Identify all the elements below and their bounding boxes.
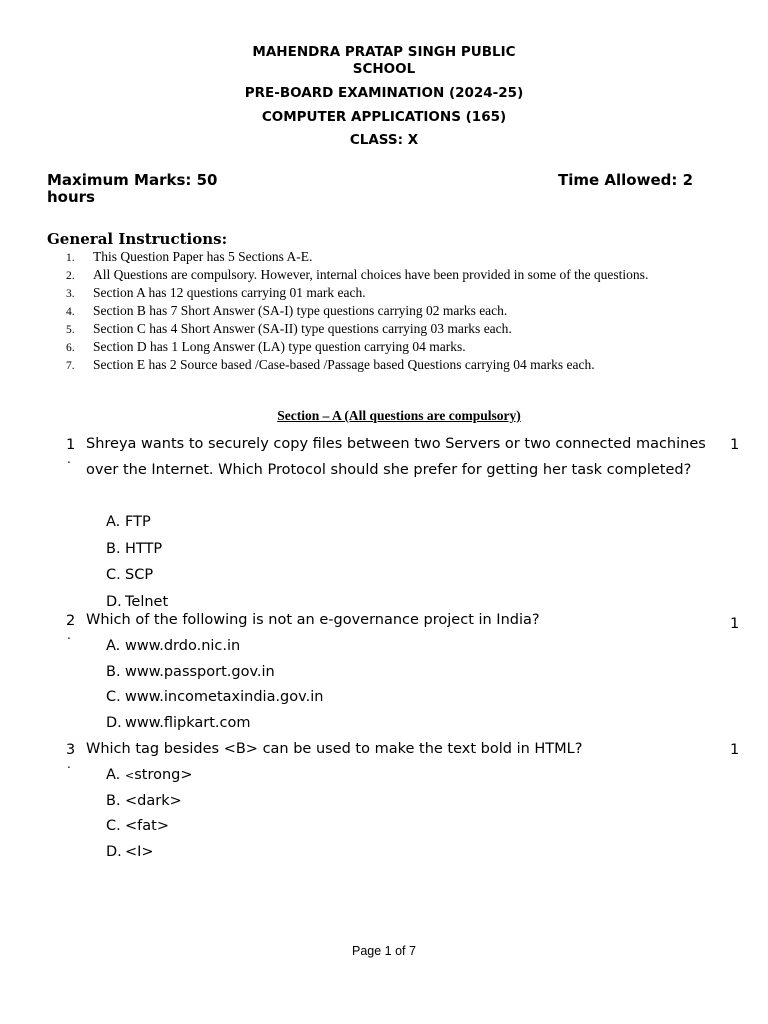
school-name-line1: MAHENDRA PRATAP SINGH PUBLIC <box>252 44 516 60</box>
option-item: C. www.incometaxindia.gov.in <box>106 689 324 705</box>
time-allowed-wrap: hours <box>47 188 95 206</box>
page-number-footer: Page 1 of 7 <box>352 944 416 958</box>
option-item: C. <fat> <box>106 818 169 834</box>
question-number-dot: . <box>67 452 71 466</box>
general-instructions-title: General Instructions: <box>47 230 228 248</box>
question-number-dot: . <box>67 628 71 642</box>
option-item: C. SCP <box>106 567 154 583</box>
question-marks: 1 <box>730 616 740 632</box>
question-marks: 1 <box>730 742 740 758</box>
option-item: D. Telnet <box>106 593 169 610</box>
instruction-item: 2. All Questions are compulsory. However, internal choices have been provided in some of the questions. <box>66 267 649 282</box>
question-text: Shreya wants to securely copy files between two Servers or two connected machines over the Internet. Which Protocol should she prefer for getting her task completed? <box>86 436 706 478</box>
question-marks: 1 <box>730 437 740 453</box>
options-list <box>106 512 168 618</box>
question-number: 2 <box>66 613 76 629</box>
options-list <box>106 765 193 867</box>
instruction-item: 4. Section B has 7 Short Answer (SA-I) type questions carrying 02 marks each. <box>66 303 508 318</box>
option-item: B. www.passport.gov.in <box>106 663 275 680</box>
time-allowed: Time Allowed: 2 <box>558 171 694 189</box>
option-item: A. FTP <box>106 514 151 530</box>
question-number: 3 <box>66 742 76 758</box>
instruction-item: 6. Section D has 1 Long Answer (LA) type question carrying 04 marks. <box>66 339 466 354</box>
section-a-title: Section – A (All questions are compulsory) <box>277 408 521 423</box>
general-instructions-list <box>66 248 648 374</box>
class-title: CLASS: X <box>349 132 419 148</box>
options-list <box>106 636 323 738</box>
option-item: B. <dark> <box>106 792 182 809</box>
instruction-item: 3. Section A has 12 questions carrying 01 mark each. <box>66 285 366 300</box>
question-text: Which tag besides <B> can be used to make the text bold in HTML? <box>86 741 583 757</box>
question-number: 1 <box>66 437 76 453</box>
option-item: A. <strong> <box>106 767 193 783</box>
school-name-line2: SCHOOL <box>352 61 416 77</box>
option-item: B. HTTP <box>106 540 163 557</box>
question-number-dot: . <box>67 757 71 771</box>
instruction-item: 7. Section E has 2 Source based /Case-based /Passage based Questions carrying 04 marks each. <box>66 357 595 372</box>
option-item: A. www.drdo.nic.in <box>106 638 241 654</box>
option-item: D. www.flipkart.com <box>106 714 251 731</box>
exam-title: PRE-BOARD EXAMINATION (2024-25) <box>244 85 524 101</box>
maximum-marks: Maximum Marks: 50 <box>47 171 218 189</box>
instruction-item: 1. This Question Paper has 5 Sections A-E. <box>66 249 313 264</box>
question-text: Which of the following is not an e-governance project in India? <box>86 612 540 628</box>
school-name <box>0 44 768 78</box>
subject-title: COMPUTER APPLICATIONS (165) <box>261 109 507 125</box>
instruction-item: 5. Section C has 4 Short Answer (SA-II) type questions carrying 03 marks each. <box>66 321 512 336</box>
option-item: D. <I> <box>106 843 154 860</box>
